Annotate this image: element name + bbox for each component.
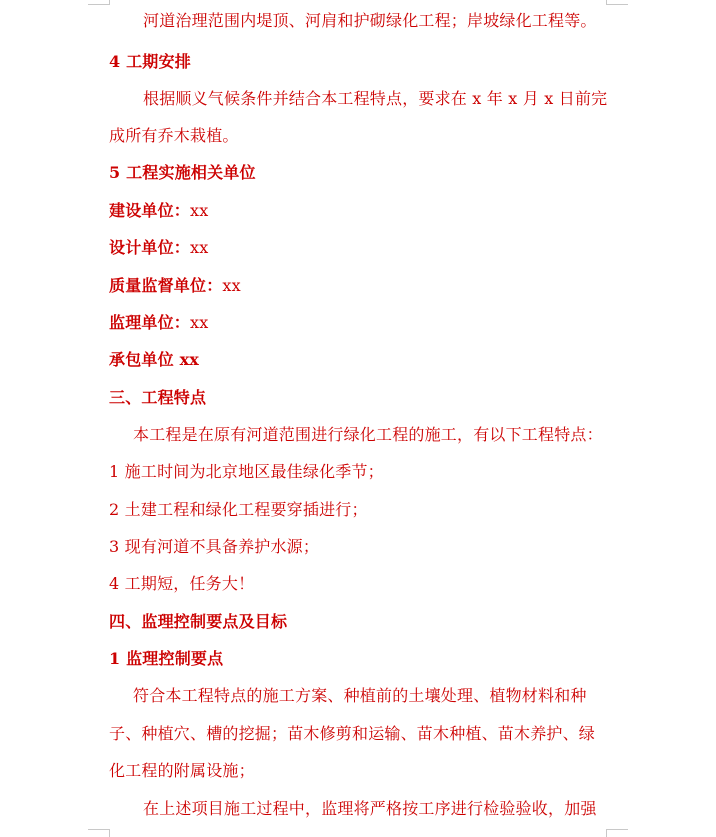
list-item: 2 土建工程和绿化工程要穿插进行； — [109, 500, 368, 519]
field-value: xx — [190, 238, 209, 257]
body-line: 本工程是在原有河道范围进行绿化工程的施工，有以下工程特点： — [133, 425, 603, 444]
crop-mark-bottom-right-h — [606, 829, 628, 830]
crop-mark-top-right-v — [606, 0, 607, 5]
section-heading: 5 工程实施相关单位 — [109, 163, 256, 182]
crop-mark-bottom-right-v — [606, 829, 607, 837]
field-line-construction-unit — [109, 201, 208, 221]
field-label: 设计单位： — [109, 238, 191, 257]
crop-mark-top-left-h — [88, 4, 110, 5]
list-item: 3 现有河道不具备养护水源； — [109, 537, 320, 556]
section-heading: 1 监理控制要点 — [109, 649, 224, 668]
body-line: 根据顺义气候条件并结合本工程特点，要求在 x 年 x 月 x 日前完 — [143, 89, 608, 108]
list-item: 4 工期短，任务大！ — [109, 574, 255, 593]
field-value: xx — [190, 313, 209, 332]
list-item: 1 施工时间为北京地区最佳绿化季节； — [109, 462, 384, 481]
section-heading: 三、工程特点 — [109, 388, 207, 407]
field-value: xx — [190, 201, 209, 220]
crop-mark-bottom-left-v — [109, 829, 110, 837]
body-line: 成所有乔木栽植。 — [109, 126, 239, 145]
field-line-quality-supervision-unit — [109, 276, 241, 296]
crop-mark-top-left-v — [109, 0, 110, 5]
field-label: 质量监督单位： — [109, 276, 223, 295]
field-value: xx — [222, 276, 241, 295]
crop-mark-top-right-h — [606, 4, 628, 5]
section-heading: 4 工期安排 — [109, 52, 191, 71]
contractor-line: 承包单位 xx — [109, 350, 200, 369]
body-line: 在上述项目施工过程中，监理将严格按工序进行检验验收，加强 — [143, 799, 597, 818]
field-line-supervision-unit — [109, 313, 208, 333]
body-line: 符合本工程特点的施工方案、种植前的土壤处理、植物材料和种 — [133, 686, 587, 705]
section-heading: 四、监理控制要点及目标 — [109, 612, 288, 631]
field-line-design-unit — [109, 238, 208, 258]
body-line: 河道治理范围内堤顶、河肩和护砌绿化工程；岸坡绿化工程等。 — [143, 11, 597, 30]
body-line: 子、种植穴、槽的挖掘；苗木修剪和运输、苗木种植、苗木养护、绿 — [109, 724, 596, 743]
crop-mark-bottom-left-h — [88, 829, 110, 830]
body-line: 化工程的附属设施； — [109, 761, 255, 780]
field-label: 建设单位： — [109, 201, 191, 220]
field-label: 监理单位： — [109, 313, 191, 332]
